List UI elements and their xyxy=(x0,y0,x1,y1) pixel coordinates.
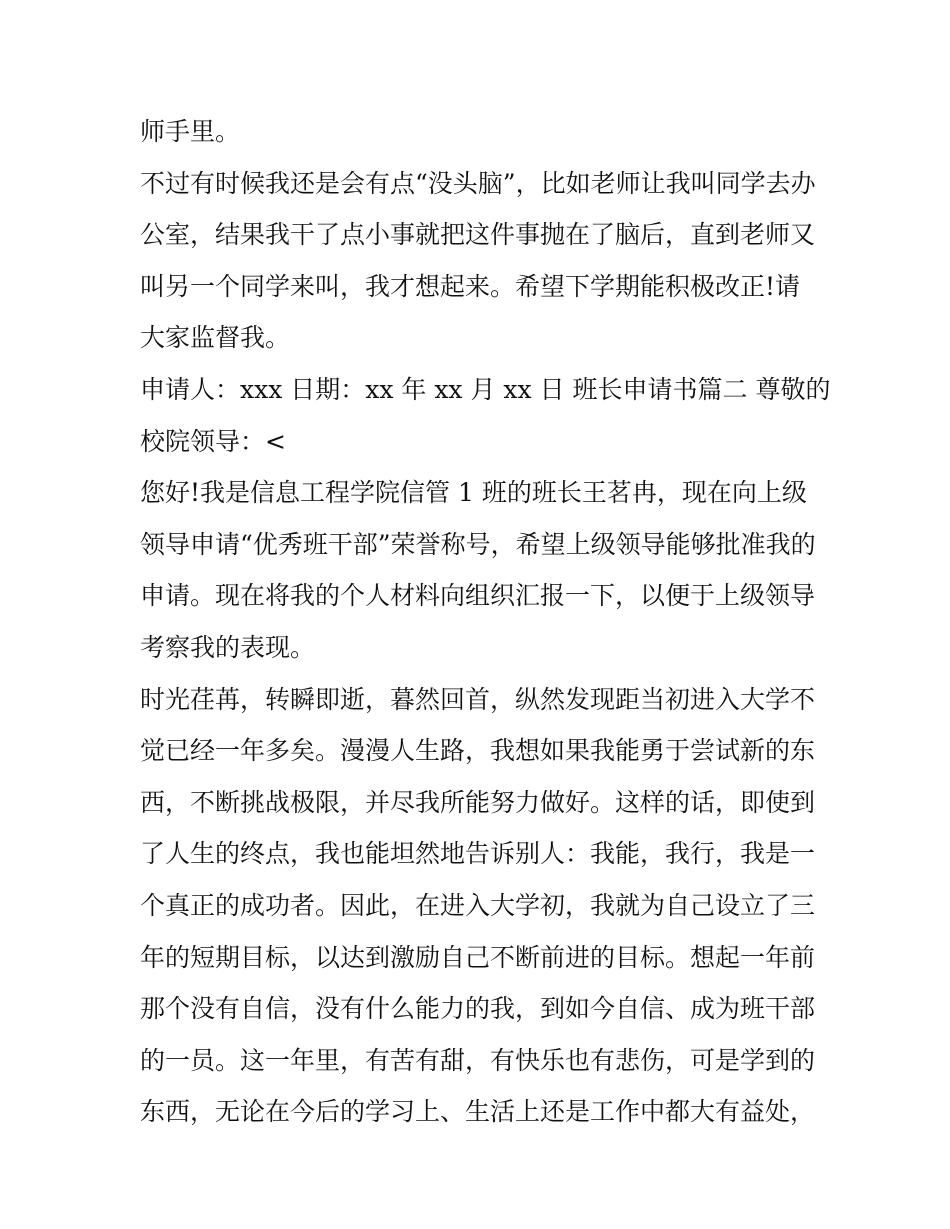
text-line: 那个没有自信，没有什么能力的我，到如今自信、成为班干部 xyxy=(140,994,816,1024)
text-line: 时光荏苒，转瞬即逝，暮然回首，纵然发现距当初进入大学不 xyxy=(140,684,816,714)
text-line: 公室，结果我干了点小事就把这件事抛在了脑后，直到老师又 xyxy=(140,220,816,250)
text-line: 的一员。这一年里，有苦有甜，有快乐也有悲伤，可是学到的 xyxy=(140,1045,816,1075)
text-line: 校院领导：< xyxy=(140,426,286,456)
text-line: 觉已经一年多矣。漫漫人生路，我想如果我能勇于尝试新的东 xyxy=(140,736,816,766)
text-line: 考察我的表现。 xyxy=(140,632,316,662)
text-line: 申请人：xxx 日期：xx 年 xx 月 xx 日 班长申请书篇二 尊敬的 xyxy=(140,374,831,404)
text-line: 叫另一个同学来叫，我才想起来。希望下学期能积极改正!请 xyxy=(140,271,801,301)
text-line: 不过有时候我还是会有点“没头脑”，比如老师让我叫同学去办 xyxy=(140,168,816,198)
document-body xyxy=(140,106,831,1138)
text-line: 东西，无论在今后的学习上、生活上还是工作中都大有益处， xyxy=(140,1097,816,1127)
text-line: 年的短期目标，以达到激励自己不断前进的目标。想起一年前 xyxy=(140,942,816,972)
text-line: 领导申请“优秀班干部”荣誉称号，希望上级领导能够批准我的 xyxy=(140,529,816,559)
text-line: 申请。现在将我的个人材料向组织汇报一下，以便于上级领导 xyxy=(140,581,816,611)
text-line: 个真正的成功者。因此，在进入大学初，我就为自己设立了三 xyxy=(140,890,816,920)
text-line: 师手里。 xyxy=(140,117,241,146)
text-line: 西，不断挑战极限，并尽我所能努力做好。这样的话，即使到 xyxy=(140,787,816,817)
text-line: 了人生的终点，我也能坦然地告诉别人：我能，我行，我是一 xyxy=(140,839,816,869)
text-line: 大家监督我。 xyxy=(140,323,291,353)
text-line: 您好!我是信息工程学院信管 1 班的班长王茗冉，现在向上级 xyxy=(140,478,807,508)
